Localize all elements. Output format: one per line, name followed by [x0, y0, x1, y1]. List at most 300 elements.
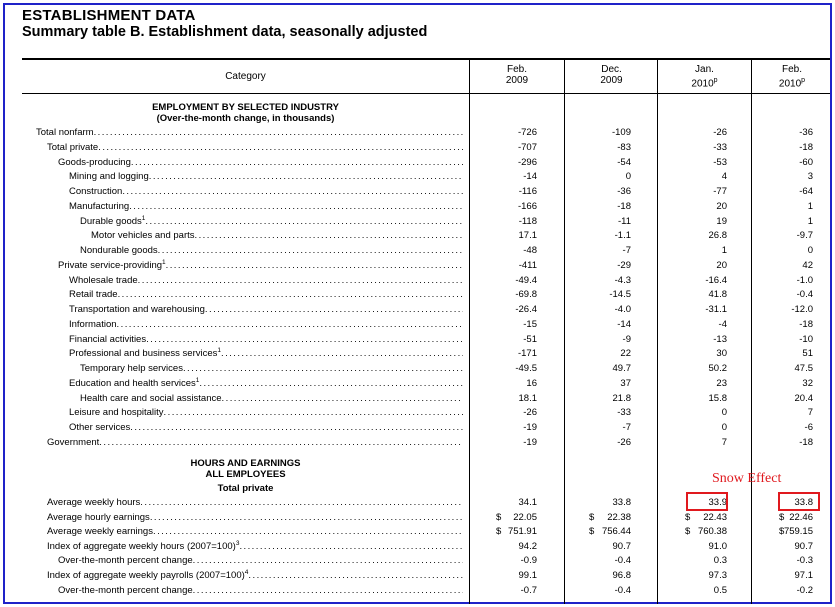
cell-value: 0.5 — [713, 584, 727, 596]
table-cell — [470, 229, 564, 243]
row-label-text: Total private — [47, 141, 99, 153]
cell-value: -49.4 — [515, 274, 537, 286]
cell-value: 0 — [625, 171, 631, 183]
row-label-text: Other services — [69, 422, 131, 433]
table-cell — [470, 156, 564, 170]
section-employment-subtitle: (Over-the-month change, in thousands) — [156, 113, 335, 124]
table-cell — [565, 141, 658, 155]
table-cell — [470, 347, 564, 361]
table-cell — [658, 244, 751, 258]
table-cell — [752, 584, 832, 598]
table-header-rule — [22, 93, 830, 94]
table-cell — [565, 347, 658, 361]
cell-value: 23 — [716, 377, 727, 389]
cell-value: -16.4 — [705, 274, 727, 286]
cell-value: 20.4 — [794, 392, 813, 404]
cell-value: -9.7 — [796, 230, 813, 242]
cell-value: 7 — [807, 407, 813, 419]
currency-sign: $ — [779, 526, 785, 538]
cell-value: 4 — [721, 171, 727, 183]
cell-value: -14.5 — [609, 289, 631, 301]
cell-value: 97.1 — [794, 570, 813, 581]
table-cell — [752, 421, 832, 435]
table-cell — [658, 215, 751, 229]
cell-value: 16 — [526, 377, 537, 389]
employment-row — [0, 303, 835, 317]
cell-value: 50.2 — [708, 363, 727, 374]
cell-value: 26.8 — [708, 230, 727, 242]
table-cell — [565, 406, 658, 420]
section-employment-title: EMPLOYMENT BY SELECTED INDUSTRY — [152, 102, 339, 113]
table-cell — [470, 274, 564, 288]
footnote-marker: 1 — [162, 258, 166, 266]
row-label — [0, 406, 463, 420]
cell-value: 41.8 — [708, 289, 727, 301]
hours-row — [0, 540, 835, 554]
hours-row — [0, 584, 835, 598]
cell-value: 3 — [807, 171, 813, 183]
cell-value: 20 — [716, 200, 727, 212]
table-cell — [470, 554, 564, 568]
table-cell — [752, 511, 832, 525]
cell-value: -33 — [617, 407, 631, 419]
table-cell — [658, 156, 751, 170]
table-cell — [470, 200, 564, 214]
row-label — [0, 362, 463, 376]
table-cell — [565, 318, 658, 332]
cell-value: 47.5 — [794, 363, 813, 374]
table-cell — [470, 141, 564, 155]
hours-row — [0, 525, 835, 539]
employment-row — [0, 259, 835, 273]
table-cell — [752, 303, 832, 317]
table-cell — [470, 421, 564, 435]
category-header: Category — [225, 71, 266, 82]
table-cell — [565, 362, 658, 376]
table-cell — [658, 318, 751, 332]
footnote-marker: 1 — [195, 376, 200, 384]
table-cell — [565, 215, 658, 229]
table-cell — [752, 333, 832, 347]
section-hours-subsection: Total private — [217, 483, 274, 494]
employment-row — [0, 200, 835, 214]
table-cell — [565, 511, 658, 525]
employment-row — [0, 215, 835, 229]
table-cell — [658, 421, 751, 435]
table-cell — [565, 156, 658, 170]
column-header-1-year: 2009 — [505, 75, 529, 86]
currency-sign: $ — [496, 526, 502, 538]
employment-row — [0, 392, 835, 406]
currency-sign: $ — [589, 526, 595, 538]
table-cell — [752, 318, 832, 332]
table-cell — [658, 288, 751, 302]
cell-value: 33.8 — [612, 497, 631, 508]
table-cell — [658, 377, 751, 391]
row-label-text: Goods-producing — [58, 156, 131, 168]
cell-value: -0.7 — [520, 584, 537, 596]
row-label — [0, 170, 463, 184]
cell-value: 759.15 — [783, 526, 813, 538]
row-label — [0, 392, 463, 406]
table-cell — [470, 511, 564, 525]
table-cell — [470, 392, 564, 406]
currency-sign: $ — [779, 511, 785, 523]
row-label-text: Construction — [69, 186, 123, 197]
cell-value: -53 — [713, 156, 727, 168]
table-cell — [658, 436, 751, 450]
table-cell — [752, 377, 832, 391]
section-hours-heading — [22, 458, 469, 494]
table-cell — [752, 156, 832, 170]
table-cell — [565, 303, 658, 317]
column-header-4 — [752, 64, 832, 89]
cell-value: 49.7 — [612, 363, 631, 374]
table-cell — [658, 525, 751, 539]
table-cell — [565, 244, 658, 258]
cell-value: 99.1 — [518, 570, 537, 581]
table-cell — [658, 540, 751, 554]
row-label — [0, 525, 463, 539]
row-label — [0, 215, 463, 229]
row-label — [0, 554, 463, 568]
row-label — [0, 347, 463, 361]
cell-value: -26 — [713, 127, 727, 138]
cell-value: 34.1 — [518, 497, 537, 508]
cell-value: -19 — [523, 436, 537, 448]
cell-value: -69.8 — [515, 289, 537, 301]
row-label-text: Nondurable goods — [80, 245, 158, 256]
row-label-text: Temporary help services — [80, 363, 183, 374]
table-cell — [565, 200, 658, 214]
cell-value: 15.8 — [708, 392, 727, 404]
cell-value: -33 — [713, 141, 727, 153]
snow-effect-annotation: Snow Effect — [712, 471, 782, 486]
row-label — [0, 540, 463, 554]
table-cell — [470, 215, 564, 229]
row-label — [0, 126, 463, 140]
cell-value: 756.44 — [601, 526, 631, 538]
table-cell — [470, 318, 564, 332]
row-label — [0, 274, 463, 288]
cell-value: 760.38 — [697, 526, 727, 538]
column-header-1-month: Feb. — [506, 64, 527, 75]
row-label — [0, 141, 463, 155]
table-cell — [470, 288, 564, 302]
table-cell — [470, 540, 564, 554]
cell-value: 37 — [620, 377, 631, 389]
cell-value: -83 — [617, 141, 631, 153]
table-cell — [470, 377, 564, 391]
column-header-4-month: Feb. — [781, 64, 802, 75]
employment-row — [0, 126, 835, 140]
currency-sign: $ — [685, 526, 691, 538]
table-cell — [658, 303, 751, 317]
preliminary-marker: p — [801, 77, 806, 84]
cell-value: -109 — [611, 127, 631, 138]
cell-value: -26 — [523, 407, 537, 419]
cell-value: 20 — [716, 259, 727, 271]
cell-value: 751.91 — [507, 526, 537, 538]
row-label — [0, 259, 463, 273]
cell-value: 22.05 — [513, 511, 537, 523]
table-cell — [658, 185, 751, 199]
table-cell — [752, 126, 832, 140]
cell-value: 22.38 — [607, 511, 631, 523]
table-cell — [658, 584, 751, 598]
row-label — [0, 569, 463, 583]
table-cell — [658, 554, 751, 568]
table-cell — [565, 436, 658, 450]
column-header-4-year: 2010 — [778, 78, 802, 90]
cell-value: -11 — [617, 215, 631, 227]
currency-sign: $ — [685, 511, 691, 523]
cell-value: -14 — [523, 171, 537, 183]
table-cell — [752, 362, 832, 376]
row-label-text: Index of aggregate weekly payrolls (2007=100) — [47, 570, 245, 581]
table-cell — [565, 496, 658, 510]
employment-row — [0, 141, 835, 155]
row-label-text: Information — [69, 318, 117, 330]
employment-row — [0, 362, 835, 376]
table-cell — [565, 274, 658, 288]
cell-value: 90.7 — [612, 540, 631, 552]
table-cell — [658, 362, 751, 376]
cell-value: 97.3 — [708, 570, 727, 581]
table-cell — [470, 406, 564, 420]
table-cell — [658, 200, 751, 214]
table-cell — [752, 215, 832, 229]
table-cell — [658, 392, 751, 406]
row-label-text: Health care and social assistance — [80, 392, 222, 404]
row-label — [0, 584, 463, 598]
row-label-text: Leisure and hospitality — [69, 407, 164, 419]
cell-value: -60 — [799, 156, 813, 168]
cell-value: 96.8 — [612, 570, 631, 581]
table-cell — [470, 303, 564, 317]
cell-value: -10 — [799, 333, 813, 345]
cell-value: 0 — [721, 407, 727, 419]
table-cell — [658, 259, 751, 273]
cell-value: 0 — [721, 422, 727, 433]
table-cell — [565, 333, 658, 347]
highlight-box-feb — [778, 492, 820, 511]
table-cell — [470, 525, 564, 539]
cell-value: 19 — [716, 215, 727, 227]
cell-value: -0.2 — [796, 584, 813, 596]
row-label — [0, 333, 463, 347]
cell-value: 91.0 — [708, 540, 727, 552]
cell-value: -296 — [517, 156, 537, 168]
cell-value: 33.9 — [708, 497, 727, 508]
table-cell — [470, 333, 564, 347]
cell-value: -51 — [523, 333, 537, 345]
cell-value: 17.1 — [518, 230, 537, 242]
row-label — [0, 229, 463, 243]
table-cell — [470, 569, 564, 583]
row-label-text: Motor vehicles and parts — [91, 230, 195, 242]
section-hours-title: HOURS AND EARNINGS — [190, 458, 301, 469]
cell-value: -19 — [523, 422, 537, 433]
table-cell — [752, 406, 832, 420]
table-cell — [565, 126, 658, 140]
cell-value: -18 — [799, 318, 813, 330]
footnote-marker: 1 — [141, 214, 146, 222]
section-employment-heading — [22, 102, 469, 124]
table-cell — [658, 126, 751, 140]
cell-value: -171 — [517, 348, 537, 360]
table-cell — [752, 569, 832, 583]
cell-value: -0.9 — [520, 555, 537, 567]
cell-value: 21.8 — [612, 392, 631, 404]
table-cell — [565, 185, 658, 199]
row-label-text: Wholesale trade — [69, 274, 138, 286]
cell-value: 7 — [721, 436, 727, 448]
employment-row — [0, 436, 835, 450]
employment-row — [0, 318, 835, 332]
page-title: ESTABLISHMENT DATA — [22, 7, 196, 24]
cell-value: 1 — [807, 200, 813, 212]
cell-value: -13 — [713, 333, 727, 345]
cell-value: -116 — [518, 186, 537, 197]
table-cell — [470, 170, 564, 184]
row-label-text: Over-the-month percent change — [58, 555, 193, 567]
row-label — [0, 377, 463, 391]
row-label-text: Private service-providing — [58, 259, 163, 271]
column-header-2 — [565, 64, 658, 86]
cell-value: -26.4 — [515, 304, 537, 315]
highlight-box-jan — [686, 492, 728, 511]
column-header-1 — [470, 64, 564, 86]
page-subtitle: Summary table B. Establishment data, seasonally adjusted — [22, 24, 428, 40]
column-header-3 — [658, 64, 751, 89]
cell-value: -7 — [622, 245, 631, 256]
table-cell — [565, 229, 658, 243]
cell-value: 30 — [716, 348, 727, 360]
table-cell — [470, 436, 564, 450]
cell-value: -29 — [617, 259, 631, 271]
cell-value: -4.0 — [614, 304, 631, 315]
table-cell — [658, 406, 751, 420]
row-label — [0, 496, 463, 510]
cell-value: -48 — [523, 245, 537, 256]
cell-value: 42 — [802, 259, 813, 271]
row-label-text: Mining and logging — [69, 171, 149, 183]
table-cell — [752, 436, 832, 450]
table-cell — [658, 333, 751, 347]
row-label-text: Average hourly earnings — [47, 511, 150, 523]
cell-value: -54 — [617, 156, 631, 168]
footnote-marker: 1 — [217, 347, 222, 355]
table-cell — [565, 377, 658, 391]
currency-sign: $ — [496, 511, 502, 523]
row-label — [0, 244, 463, 258]
cell-value: 90.7 — [794, 540, 813, 552]
row-label-text: Professional and business services — [69, 348, 218, 360]
table-cell — [565, 584, 658, 598]
table-cell — [752, 141, 832, 155]
cell-value: -15 — [523, 318, 537, 330]
row-label-text: Education and health services — [69, 377, 196, 389]
employment-row — [0, 347, 835, 361]
cell-value: -18 — [799, 141, 813, 153]
footnote-marker: 3 — [235, 539, 240, 547]
employment-row — [0, 377, 835, 391]
cell-value: 22.46 — [789, 511, 813, 523]
table-cell — [565, 392, 658, 406]
table-cell — [565, 525, 658, 539]
cell-value: -36 — [799, 127, 813, 138]
table-cell — [752, 288, 832, 302]
column-header-3-year: 2010 — [691, 78, 714, 90]
cell-value: -1.0 — [796, 274, 813, 286]
cell-value: -18 — [799, 436, 813, 448]
cell-value: -12.0 — [791, 304, 813, 315]
cell-value: 18.1 — [518, 392, 537, 404]
cell-value: 94.2 — [518, 540, 537, 552]
row-label — [0, 318, 463, 332]
table-cell — [470, 496, 564, 510]
table-cell — [565, 421, 658, 435]
cell-value: -7 — [622, 422, 631, 433]
cell-value: -9 — [622, 333, 631, 345]
employment-row — [0, 406, 835, 420]
cell-value: -4 — [718, 318, 727, 330]
cell-value: -726 — [517, 127, 537, 138]
cell-value: 22 — [620, 348, 631, 360]
cell-value: 0 — [807, 245, 813, 256]
cell-value: -26 — [617, 436, 631, 448]
table-cell — [752, 274, 832, 288]
table-cell — [752, 392, 832, 406]
table-cell — [752, 170, 832, 184]
cell-value: -1.1 — [614, 230, 631, 242]
table-cell — [565, 569, 658, 583]
preliminary-marker: p — [713, 77, 718, 84]
employment-row — [0, 156, 835, 170]
row-label-text: Average weekly earnings — [47, 526, 153, 538]
employment-row — [0, 421, 835, 435]
row-label — [0, 200, 463, 214]
employment-row — [0, 288, 835, 302]
row-label-text: Total nonfarm — [36, 127, 94, 138]
table-cell — [752, 540, 832, 554]
row-label — [0, 303, 463, 317]
cell-value: -14 — [617, 318, 631, 330]
employment-row — [0, 185, 835, 199]
cell-value: -6 — [804, 422, 813, 433]
table-cell — [470, 259, 564, 273]
row-label — [0, 436, 463, 450]
column-header-3-month: Jan. — [695, 64, 714, 75]
cell-value: -0.3 — [796, 555, 813, 567]
row-label — [0, 185, 463, 199]
cell-value: -707 — [517, 141, 537, 153]
employment-row — [0, 244, 835, 258]
employment-row — [0, 170, 835, 184]
currency-sign: $ — [589, 511, 595, 523]
table-cell — [565, 170, 658, 184]
row-label — [0, 288, 463, 302]
cell-value: 51 — [802, 348, 813, 360]
table-top-rule — [22, 58, 830, 60]
cell-value: 1 — [807, 215, 813, 227]
cell-value: -64 — [799, 186, 813, 197]
table-cell — [658, 170, 751, 184]
hours-row — [0, 511, 835, 525]
table-cell — [752, 525, 832, 539]
table-cell — [470, 362, 564, 376]
